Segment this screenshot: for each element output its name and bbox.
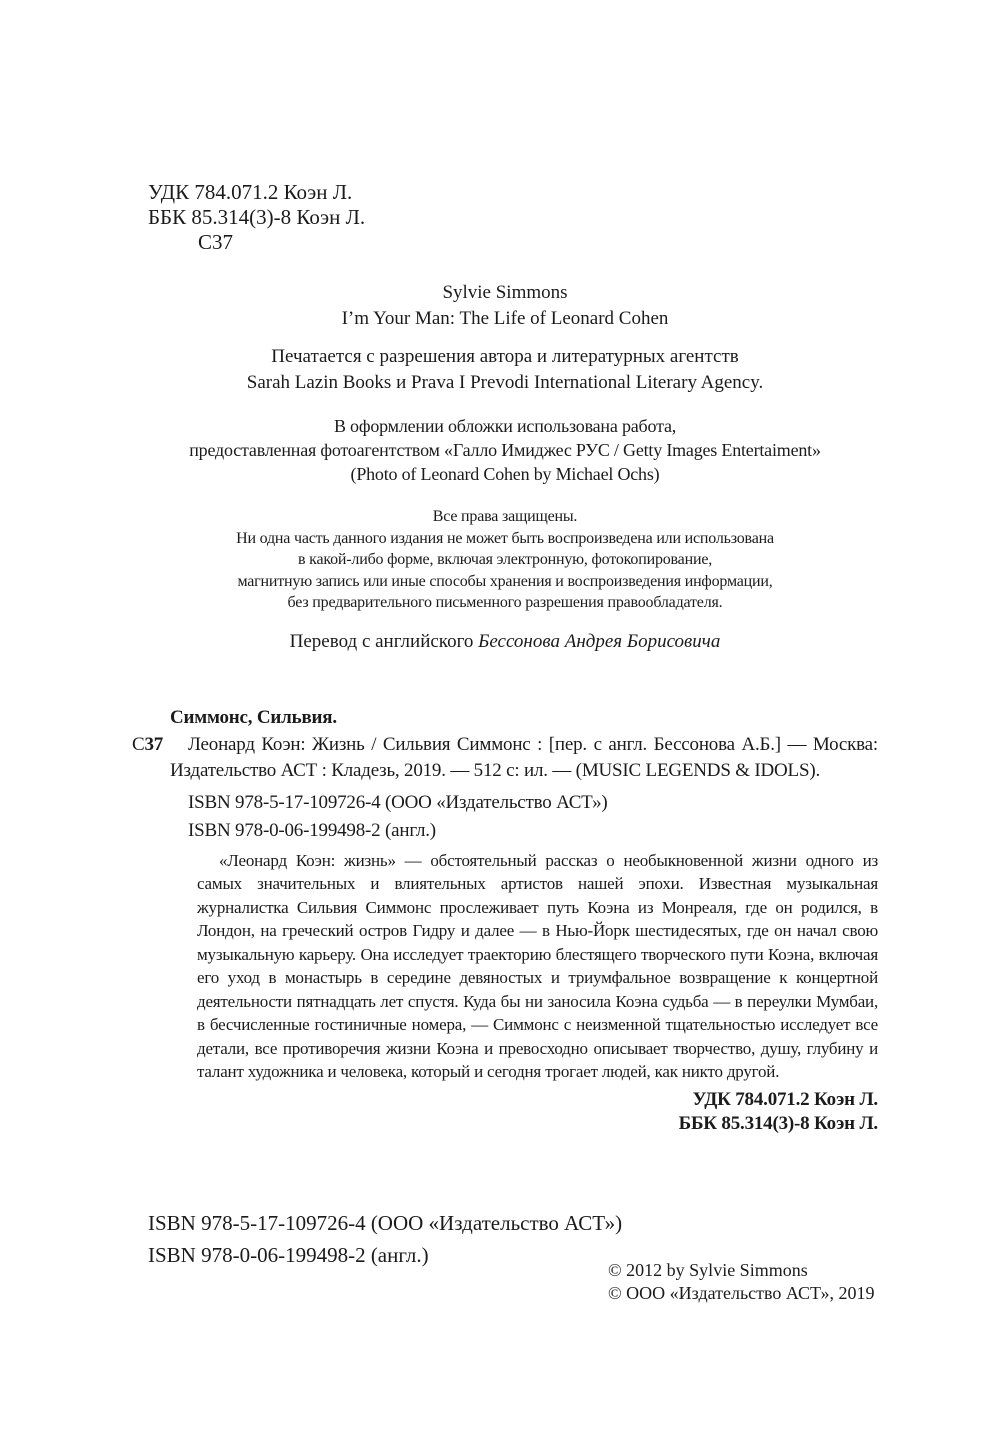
author-sign: С37 <box>198 230 234 254</box>
original-title-block <box>110 280 900 332</box>
rights-line: Ни одна часть данного издания не может быть воспроизведена или использована <box>236 529 774 547</box>
translator-name: Бессонова Андрея Борисовича <box>478 631 721 652</box>
bottom-isbn-russian: ISBN 978-5-17-109726-4 (ООО «Издательство АСТ») <box>148 1211 623 1235</box>
card-sign-letter: С <box>132 734 145 755</box>
permission-line-1: Печатается с разрешения автора и литературных агентств <box>271 346 739 367</box>
card-bibliographic-description: Леонард Коэн: Жизнь / Сильвия Симмонс : [пер. с англ. Бессонова А.Б.] — Москва: Издательство АСТ : Кладезь, 2019. — 512 с: ил. — (MUSIC LEGENDS & IDOLS). <box>170 733 878 781</box>
bottom-isbn-block <box>148 1207 622 1271</box>
permission-line-2: Sarah Lazin Books и Prava I Prevodi International Literary Agency. <box>246 372 764 393</box>
copyright-block <box>608 1259 875 1304</box>
card-classification-codes <box>132 1088 878 1136</box>
copyright-author-line: © 2012 by Sylvie Simmons <box>608 1260 808 1280</box>
top-classification-codes <box>148 180 365 255</box>
rights-reserved-block <box>80 506 930 614</box>
bbk-code: ББК 85.314(3)-8 Коэн Л. <box>148 205 366 229</box>
card-author-header: Симмонс, Сильвия. <box>170 707 337 728</box>
cover-credit-line-3: (Photo of Leonard Cohen by Michael Ochs) <box>350 464 660 484</box>
translation-credit <box>110 629 900 655</box>
cover-credit-line-1: В оформлении обложки использована работа, <box>333 416 677 436</box>
rights-line: в какой-либо форме, включая электронную, фотокопирование, <box>297 551 713 568</box>
translation-prefix: Перевод с английского <box>289 631 479 652</box>
copyright-publisher-line: © ООО «Издательство АСТ», 2019 <box>608 1282 875 1303</box>
card-isbn-russian: ISBN 978-5-17-109726-4 (ООО «Издательство АСТ») <box>188 791 608 813</box>
card-author-sign <box>132 732 163 759</box>
original-book-title: I’m Your Man: The Life of Leonard Cohen <box>341 308 669 329</box>
bottom-isbn-english: ISBN 978-0-06-199498-2 (англ.) <box>148 1243 429 1267</box>
rights-line: без предварительного письменного разрешения правообладателя. <box>287 594 723 611</box>
cover-credit-line-2: предоставленная фотоагентством «Галло Имиджес РУС / Getty Images Entertaiment» <box>189 440 821 460</box>
rights-line: Все права защищены. <box>432 508 578 525</box>
card-bbk-code: ББК 85.314(3)-8 Коэн Л. <box>678 1112 878 1134</box>
card-sign-digits: 37 <box>144 734 164 755</box>
card-isbn-english: ISBN 978-0-06-199498-2 (англ.) <box>188 819 436 841</box>
cover-credit-block <box>80 414 930 486</box>
permission-block <box>110 344 900 396</box>
udc-code: УДК 784.071.2 Коэн Л. <box>148 180 353 204</box>
card-isbn-block <box>188 789 878 845</box>
rights-line: магнитную запись или иные способы хранения и воспроизведения информации, <box>237 572 773 590</box>
card-annotation: «Леонард Коэн: жизнь» — обстоятельный рассказ о необыкновенной жизни одного из самых значительных и влиятельных артистов нашей эпохи. Известная музыкальная журналистка Сильвия Симмонс прослеживает путь Коэна из Монреаля, где он родился, в Лондон, на греческий остров Гидру и далее — в Нью-Йорк шестидесятых, где он начал свою музыкальную карьеру. Она исследует траекторию блестящего творческого пути Коэна, включая его уход в монастырь в середине девяностых и триумфальное возвращение к концертной деятельности пятнадцать лет спустя. Куда бы ни заносила Коэна судьба — в переулки Мумбаи, в бесчисленные гостиничные номера, — Симмонс с неизменной тщательностью исследует все детали, все противоречия жизни Коэна и превосходно описывает творчество, душу, глубину и талант художника и человека, который и сегодня трогает людей, как никто другой. <box>197 850 878 1081</box>
original-author: Sylvie Simmons <box>442 282 568 303</box>
card-udc-code: УДК 784.071.2 Коэн Л. <box>692 1088 878 1110</box>
catalog-card <box>132 705 878 1136</box>
